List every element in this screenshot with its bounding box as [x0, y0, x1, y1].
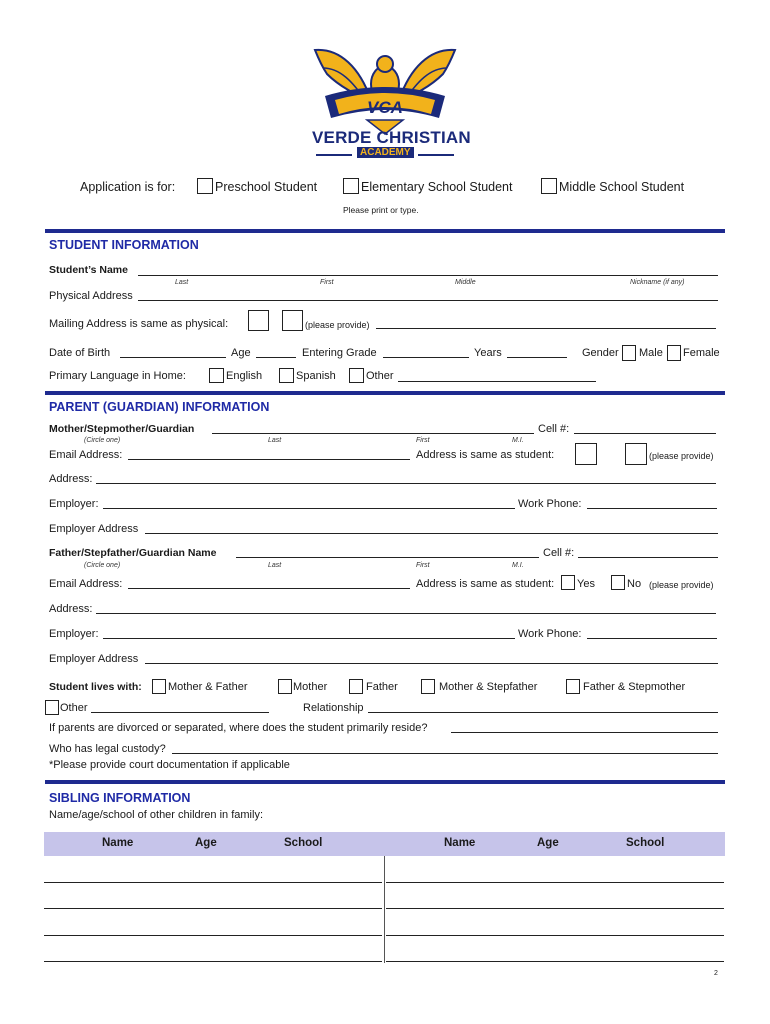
mother-address-same-label: Address is same as student:: [416, 449, 555, 461]
primary-language-label: Primary Language in Home:: [49, 370, 186, 382]
lives-mother-stepfather-checkbox[interactable]: [421, 679, 435, 694]
col-school-1: School: [284, 837, 323, 849]
mother-cell-field[interactable]: [574, 433, 716, 434]
name-sub-last: Last: [175, 279, 189, 286]
age-field[interactable]: [256, 357, 296, 358]
col-age-2: Age: [537, 837, 559, 849]
logo-rule-right: [418, 154, 454, 156]
mailing-same-yes-checkbox[interactable]: [248, 310, 269, 331]
mailing-please-provide: (please provide): [305, 320, 370, 330]
father-work-phone-field[interactable]: [587, 638, 717, 639]
sibling-row-left[interactable]: [44, 935, 382, 936]
father-address-field[interactable]: [96, 613, 716, 614]
father-sub-first: First: [416, 562, 430, 569]
dob-field[interactable]: [120, 357, 226, 358]
physical-address-field[interactable]: [138, 300, 718, 301]
relationship-field[interactable]: [368, 712, 718, 713]
entering-grade-field[interactable]: [383, 357, 469, 358]
divorced-question: If parents are divorced or separated, where does the student primarily reside?: [49, 722, 428, 734]
print-note: Please print or type.: [343, 205, 419, 215]
name-sub-nickname: Nickname (if any): [630, 279, 685, 286]
mother-name-field[interactable]: [212, 433, 534, 434]
preschool-checkbox[interactable]: [197, 178, 213, 194]
spanish-checkbox[interactable]: [279, 368, 294, 383]
logo-subtitle: ACADEMY: [357, 147, 414, 158]
sibling-subtitle: Name/age/school of other children in family:: [49, 809, 263, 821]
mother-circle-one: (Circle one): [84, 437, 121, 444]
father-address-yes-checkbox[interactable]: [561, 575, 575, 590]
lives-other-field[interactable]: [91, 712, 269, 713]
physical-address-label: Physical Address: [49, 290, 133, 302]
sibling-row-right[interactable]: [386, 961, 724, 962]
custody-question: Who has legal custody?: [49, 743, 166, 755]
sibling-table-header: [44, 832, 725, 856]
page-number: 2: [714, 970, 718, 977]
lives-father-stepmother-checkbox[interactable]: [566, 679, 580, 694]
mother-address-same-yes-checkbox[interactable]: [575, 443, 597, 465]
female-label: Female: [683, 347, 720, 359]
col-name-2: Name: [444, 837, 476, 849]
other-language-label: Other: [366, 370, 394, 382]
male-checkbox[interactable]: [622, 345, 636, 361]
custody-answer-field[interactable]: [172, 753, 718, 754]
sibling-row-right[interactable]: [386, 935, 724, 936]
mother-address-label: Address:: [49, 473, 93, 485]
section-bar-sibling: [45, 780, 725, 784]
other-language-checkbox[interactable]: [349, 368, 364, 383]
mother-work-phone-field[interactable]: [587, 508, 717, 509]
father-address-no-checkbox[interactable]: [611, 575, 625, 590]
relationship-label: Relationship: [303, 702, 364, 714]
english-checkbox[interactable]: [209, 368, 224, 383]
sibling-row-left[interactable]: [44, 908, 382, 909]
father-email-label: Email Address:: [49, 578, 123, 590]
father-sub-last: Last: [268, 562, 282, 569]
mother-cell-label: Cell #:: [538, 423, 570, 435]
lives-father-label: Father: [366, 681, 398, 693]
svg-text:VCA: VCA: [367, 98, 403, 117]
student-name-label: Student’s Name: [49, 264, 128, 276]
sibling-row-right[interactable]: [386, 908, 724, 909]
mother-employer-address-field[interactable]: [145, 533, 718, 534]
elementary-checkbox[interactable]: [343, 178, 359, 194]
lives-father-stepmother-label: Father & Stepmother: [583, 681, 686, 693]
application-label: Application is for:: [80, 180, 176, 194]
name-sub-middle: Middle: [455, 279, 476, 286]
court-note: *Please provide court documentation if applicable: [49, 759, 290, 771]
mother-work-phone-label: Work Phone:: [518, 498, 582, 510]
lives-mother-label: Mother: [293, 681, 328, 693]
lives-father-checkbox[interactable]: [349, 679, 363, 694]
father-employer-field[interactable]: [103, 638, 515, 639]
father-employer-address-label: Employer Address: [49, 653, 139, 665]
years-label: Years: [474, 347, 502, 359]
mailing-same-no-checkbox[interactable]: [282, 310, 303, 331]
middle-school-checkbox[interactable]: [541, 178, 557, 194]
mother-address-field[interactable]: [96, 483, 716, 484]
father-email-field[interactable]: [128, 588, 410, 589]
mother-sub-last: Last: [268, 437, 282, 444]
divorced-answer-field[interactable]: [451, 732, 718, 733]
father-please-provide: (please provide): [649, 580, 714, 590]
lives-mother-father-checkbox[interactable]: [152, 679, 166, 694]
father-name-field[interactable]: [236, 557, 539, 558]
mother-email-field[interactable]: [128, 459, 410, 460]
gender-label: Gender: [582, 347, 619, 359]
elementary-label: Elementary School Student: [361, 180, 513, 194]
years-field[interactable]: [507, 357, 567, 358]
mailing-same-label: Mailing Address is same as physical:: [49, 318, 229, 330]
col-age-1: Age: [195, 837, 217, 849]
lives-other-label: Other: [60, 702, 88, 714]
male-label: Male: [639, 347, 663, 359]
lives-mother-father-label: Mother & Father: [168, 681, 248, 693]
section-bar-student: [45, 229, 725, 233]
entering-grade-label: Entering Grade: [302, 347, 377, 359]
dob-label: Date of Birth: [49, 347, 111, 359]
mother-address-same-no-checkbox[interactable]: [625, 443, 647, 465]
sibling-row-right[interactable]: [386, 882, 724, 883]
mother-please-provide: (please provide): [649, 451, 714, 461]
other-language-field[interactable]: [398, 381, 596, 382]
mother-employer-label: Employer:: [49, 498, 99, 510]
spanish-label: Spanish: [296, 370, 336, 382]
lives-mother-stepfather-label: Mother & Stepfather: [439, 681, 538, 693]
mother-sub-first: First: [416, 437, 430, 444]
lives-mother-checkbox[interactable]: [278, 679, 292, 694]
father-work-phone-label: Work Phone:: [518, 628, 582, 640]
lives-other-checkbox[interactable]: [45, 700, 59, 715]
father-address-yes-label: Yes: [577, 578, 595, 590]
logo-rule-left: [316, 154, 352, 156]
sibling-table-divider: [384, 856, 385, 963]
father-cell-field[interactable]: [578, 557, 718, 558]
middle-school-label: Middle School Student: [559, 180, 685, 194]
father-address-label: Address:: [49, 603, 93, 615]
age-label: Age: [231, 347, 251, 359]
mother-label: Mother/Stepmother/Guardian: [49, 423, 195, 435]
parent-section-heading: PARENT (GUARDIAN) INFORMATION: [49, 400, 270, 414]
sibling-row-left[interactable]: [44, 961, 382, 962]
name-sub-first: First: [320, 279, 334, 286]
female-checkbox[interactable]: [667, 345, 681, 361]
col-school-2: School: [626, 837, 665, 849]
preschool-label: Preschool Student: [215, 180, 318, 194]
father-address-same-label: Address is same as student:: [416, 578, 555, 590]
student-section-heading: STUDENT INFORMATION: [49, 238, 199, 252]
mother-employer-address-label: Employer Address: [49, 523, 139, 535]
father-label: Father/Stepfather/Guardian Name: [49, 547, 217, 559]
father-employer-label: Employer:: [49, 628, 99, 640]
father-address-no-label: No: [627, 578, 642, 590]
mother-sub-mi: M.I.: [512, 437, 524, 444]
mother-employer-field[interactable]: [103, 508, 515, 509]
student-name-field[interactable]: [138, 275, 718, 276]
lives-with-label: Student lives with:: [49, 681, 142, 693]
mailing-address-field[interactable]: [376, 328, 716, 329]
logo-title: VERDE CHRISTIAN: [312, 128, 471, 147]
father-employer-address-field[interactable]: [145, 663, 718, 664]
english-label: English: [226, 370, 263, 382]
sibling-row-left[interactable]: [44, 882, 382, 883]
mother-email-label: Email Address:: [49, 449, 123, 461]
father-circle-one: (Circle one): [84, 562, 121, 569]
father-cell-label: Cell #:: [543, 547, 575, 559]
sibling-section-heading: SIBLING INFORMATION: [49, 791, 191, 805]
father-sub-mi: M.I.: [512, 562, 524, 569]
col-name-1: Name: [102, 837, 134, 849]
section-bar-parent: [45, 391, 725, 395]
